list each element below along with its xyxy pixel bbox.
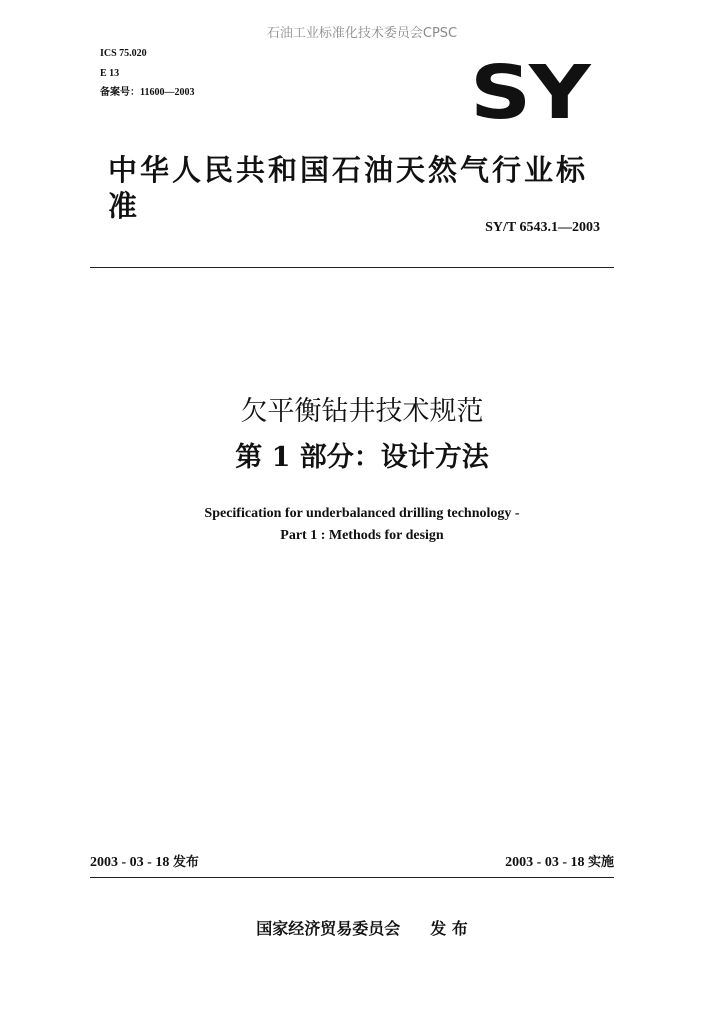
- title-cn-line2: 第 1 部分：设计方法: [235, 442, 489, 473]
- issue-date: [90, 851, 199, 871]
- standard-number: SY/T 6543.1—2003: [485, 220, 600, 235]
- implement-label: 实施: [587, 855, 614, 870]
- ics-code: ICS 75.020: [100, 48, 147, 59]
- title-cn-line1: 欠平衡钻井技术规范: [240, 396, 484, 427]
- title-en-line2: Part 1 : Methods for design: [280, 528, 444, 543]
- sy-logo: SY: [470, 50, 589, 136]
- issuer-name: 国家经济贸易委员会: [256, 919, 401, 938]
- implement-date-value: 2003 - 03 - 18: [505, 855, 585, 870]
- footer-divider: [90, 877, 614, 878]
- industry-standard-title: 中华人民共和国石油天然气行业标准: [108, 153, 589, 223]
- record-number: 备案号：11600—2003: [100, 87, 195, 98]
- classification-code: E 13: [100, 68, 120, 79]
- header-divider: [90, 267, 614, 268]
- implement-date: [505, 851, 614, 871]
- title-en-line1: Specification for underbalanced drilling technology -: [204, 506, 520, 521]
- issuer-action: 发 布: [430, 919, 468, 938]
- issuer: [0, 916, 724, 939]
- watermark: 石油工业标准化技术委员会CPSC: [266, 26, 458, 41]
- issue-label: 发布: [172, 855, 199, 870]
- issue-date-value: 2003 - 03 - 18: [90, 855, 170, 870]
